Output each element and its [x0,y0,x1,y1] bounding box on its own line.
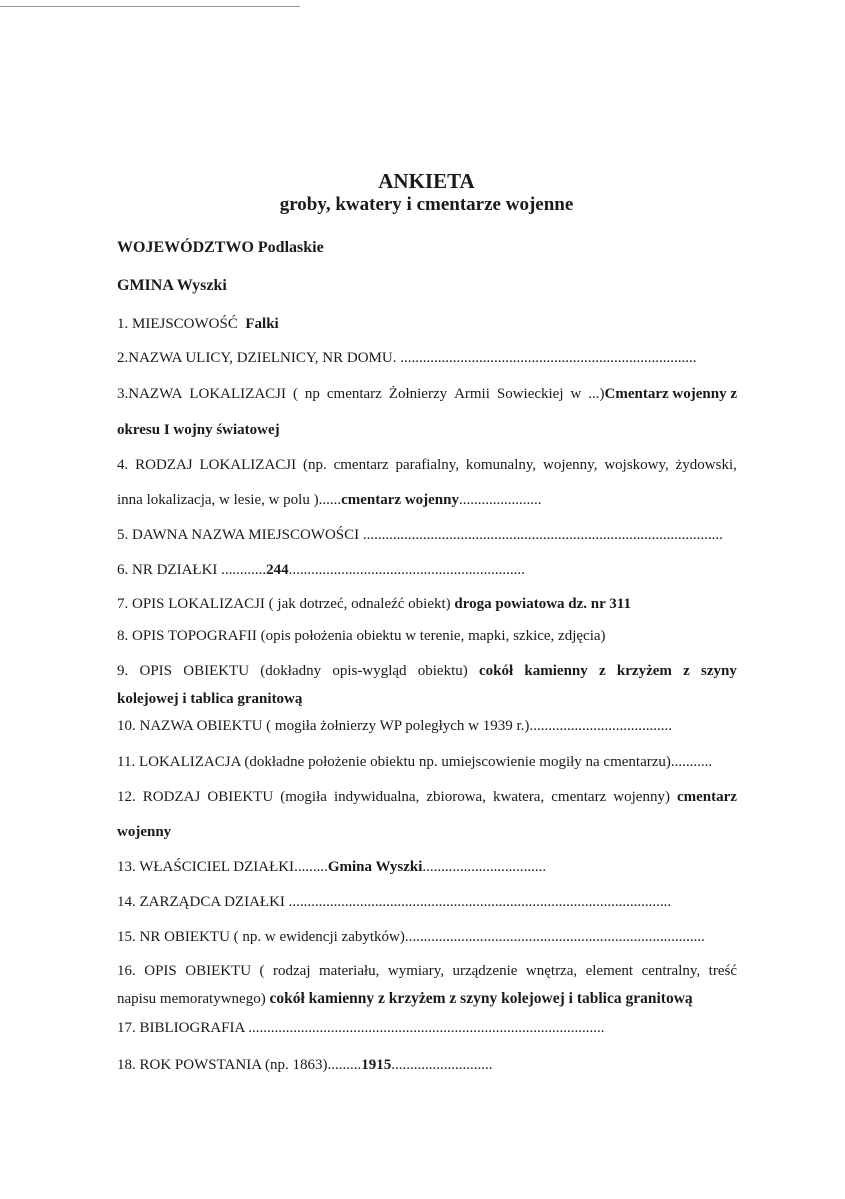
field-label-word: OBIEKTU [207,789,274,805]
field-label: 5. DAWNA NAZWA MIEJSCOWOŚCI [117,527,360,543]
field-label-word: treść [708,963,737,979]
field-3-nazwa-lokalizacji [117,387,737,402]
field-label-word: OPIS [139,663,172,679]
field-label-word: (dokładny [260,663,322,679]
field-label-word: (mogiła [280,789,327,805]
top-edge-rule [0,6,300,7]
document-title: ANKIETA [378,169,475,193]
field-label-word: 12. [117,789,136,805]
field-label-word: ( [259,963,265,979]
gmina-value: Wyszki [176,277,227,294]
field-label-word: rodzaj [273,963,311,979]
field-label-word: np [304,386,320,402]
field-dots: ............................................................... [288,562,525,578]
field-label: 15. NR OBIEKTU ( np. w ewidencji zabytków) [117,929,405,945]
field-dots: ........... [670,754,713,770]
field-label-word: obiektu) [417,663,468,679]
field-label-word: Sowieckiej [496,386,564,402]
field-12-rodzaj-obiektu [117,790,737,805]
field-label-word: Żołnierzy [388,386,448,402]
field-16-continued [117,991,737,1007]
field-dots: ............ [221,562,267,578]
field-label-word: zbiorowa, [426,789,486,805]
field-11-lokalizacja [117,755,737,770]
field-label-word: wojenny) [613,789,670,805]
field-15-nr-obiektu [117,930,737,945]
field-label-word: parafialny, [395,457,460,473]
field-dots: ................................................................................................ [362,527,723,543]
field-1-miejscowosc [117,317,737,332]
field-dots: ................................................................................ [404,929,705,945]
field-label: napisu memoratywnego) [117,991,266,1007]
field-dots: ............................................................................................... [248,1020,605,1036]
field-label-word: wojenny, [543,457,598,473]
field-4-rodzaj-lokalizacji [117,458,737,473]
field-label: 2.NAZWA ULICY, DZIELNICY, NR DOMU. [117,350,397,366]
field-5-dawna-nazwa [117,528,737,543]
field-label-word: wymiary, [387,963,444,979]
field-label-word: centralny, [641,963,701,979]
field-value: Cmentarz wojenny z [604,386,737,402]
field-label-word: LOKALIZACJI [199,457,297,473]
field-3-value-continued: okresu I wojny światowej [117,422,280,438]
field-label: 11. LOKALIZACJA (dokładne położenie obiektu np. umiejscowienie mogiły na cmentarzu) [117,754,671,770]
field-value: Falki [245,316,279,332]
field-value: cokół kamienny z krzyżem z szyny kolejowej i tablica granitową [269,990,693,1007]
field-label-word: RODZAJ [142,789,201,805]
field-label-word: wnętrza, [525,963,578,979]
field-dots: ............................................................................... [400,350,697,366]
field-label-word: komunalny, [465,457,537,473]
field-label-word: RODZAJ [135,457,193,473]
gmina-label: GMINA [117,277,173,294]
field-18-rok-powstania [117,1058,737,1073]
field-label-word: żydowski, [675,457,737,473]
field-label-word: element [585,963,634,979]
field-value: 244 [266,562,289,578]
field-6-nr-dzialki [117,563,737,578]
field-label-word: materiału, [319,963,380,979]
field-label: 8. OPIS TOPOGRAFII (opis położenia obiektu w terenie, mapki, szkice, zdjęcia) [117,628,606,644]
field-label-word: 3.NAZWA [117,386,183,402]
field-2-nazwa-ulicy [117,351,737,366]
field-dots: ...................... [459,492,542,508]
field-value: cmentarz wojenny [341,492,459,508]
field-value-word: szyny [701,663,737,679]
field-label-word: Armii [454,386,490,402]
field-dots: ................................. [422,859,547,875]
wojewodztwo-field [117,240,737,256]
field-value: Gmina Wyszki [327,859,423,875]
field-value: droga powiatowa dz. nr 311 [454,596,631,612]
field-16-opis-obiektu [117,964,737,979]
gmina-field [117,278,737,294]
field-7-opis-lokalizacji [117,597,737,612]
field-13-wlasciciel-dzialki [117,860,737,875]
field-8-opis-topografii [117,629,737,644]
field-label-word: 16. [117,963,136,979]
field-value-word: z [599,663,606,679]
field-value-word: cokół [479,663,514,679]
field-value: cmentarz [676,789,737,805]
field-label: 13. WŁAŚCICIEL DZIAŁKI [117,859,295,875]
field-dots: ...................................................................................................... [288,894,672,910]
field-label-word: OBIEKTU [183,663,250,679]
field-label: 14. ZARZĄDCA DZIAŁKI [117,894,285,910]
field-label-word: (np. [303,457,327,473]
field-label-word: urządzenie [452,963,518,979]
wojewodztwo-value: Podlaskie [257,239,324,256]
field-label: 10. NAZWA OBIEKTU ( mogiła żołnierzy WP poległych w 1939 r.) [117,718,530,734]
field-label: inna lokalizacja, w lesie, w polu )...... [117,492,342,508]
field-9-opis-obiektu [117,664,737,679]
field-label-word: wojskowy, [604,457,669,473]
field-label: 6. NR DZIAŁKI [117,562,218,578]
wojewodztwo-label: WOJEWÓDZTWO [117,239,254,256]
field-label-word: indywidualna, [333,789,420,805]
field-label-word: ( [292,386,298,402]
field-dots: ......... [327,1057,362,1073]
field-12-value-continued: wojenny [117,824,172,840]
field-label: 1. MIEJSCOWOŚĆ [117,316,238,332]
field-label-word: opis-wygląd [332,663,407,679]
field-label-word: w [570,386,582,402]
field-label-word: LOKALIZACJI [189,386,287,402]
field-9-value-continued: kolejowej i tablica granitową [117,691,303,707]
field-dots: ........................... [391,1057,493,1073]
document-subtitle: groby, kwatery i cmentarze wojenne [279,194,574,215]
field-label-word: OBIEKTU [185,963,252,979]
field-value-word: kamienny [524,663,588,679]
field-label: 7. OPIS LOKALIZACJI ( jak dotrzeć, odnaleźć obiekt) [117,596,451,612]
field-label-word: cmentarz [551,789,607,805]
field-dots: ......... [294,859,328,875]
field-label-word: 4. [117,457,129,473]
field-label-word: ...) [588,386,605,402]
field-label: 17. BIBLIOGRAFIA [117,1020,245,1036]
field-dots: ...................................... [529,718,672,734]
field-label-word: kwatera, [493,789,545,805]
field-value: 1915 [361,1057,392,1073]
field-label-word: OPIS [144,963,177,979]
field-label-word: cmentarz [326,386,382,402]
field-label-word: 9. [117,663,129,679]
field-14-zarzadca-dzialki [117,895,737,910]
field-17-bibliografia [117,1021,737,1036]
field-value-word: krzyżem [616,663,672,679]
field-4-continued [117,493,737,508]
field-value-word: z [683,663,690,679]
field-label-word: cmentarz [333,457,389,473]
field-label: 18. ROK POWSTANIA (np. 1863) [117,1057,328,1073]
field-10-nazwa-obiektu [117,719,737,734]
